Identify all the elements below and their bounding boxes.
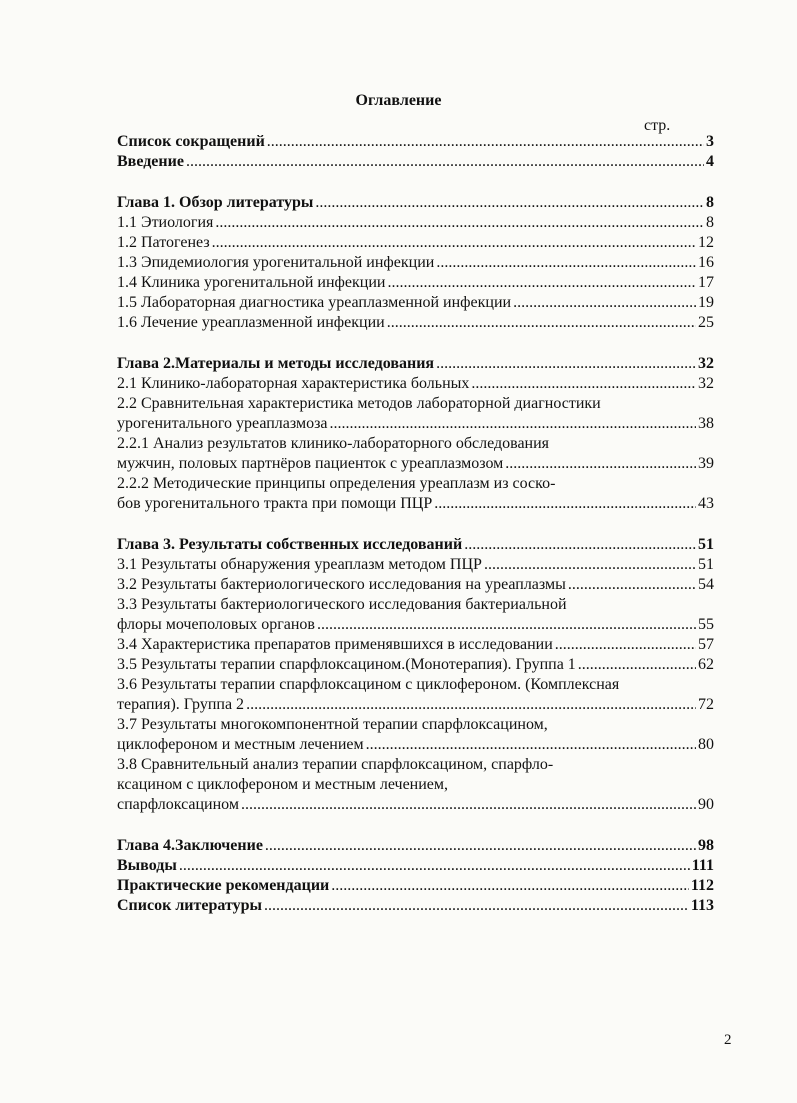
toc-entry-title: 2.2.1 Анализ результатов клинико-лабораторного обследования [117, 435, 550, 452]
toc-entry-title: 3.4 Характеристика препаратов применявшихся в исследовании [117, 636, 553, 653]
toc-entry-row [117, 695, 714, 715]
toc-entry [117, 313, 714, 333]
toc-entry [117, 273, 714, 293]
toc-entry-row [117, 253, 714, 273]
dot-leader [212, 233, 696, 253]
toc-entry [117, 876, 714, 896]
toc-entry-row [117, 896, 714, 916]
toc-entry-title: терапия). Группа 2 [117, 696, 245, 713]
toc-entry-title: 2.2.2 Методические принципы определения уреаплазм из соско- [117, 475, 556, 492]
toc-entry-title: мужчин, половых партнёров пациенток с уреаплазмозом [117, 455, 504, 472]
toc-entry-row [117, 535, 714, 555]
dot-leader [568, 575, 696, 595]
dot-leader [513, 293, 696, 313]
toc-entry-row [117, 635, 714, 655]
toc-entry-page: 113 [690, 897, 714, 914]
toc-entry-title: 3.7 Результаты многокомпонентной терапии спарфлоксацином, [117, 716, 548, 733]
toc-entry-title: ксацином с циклофероном и местным лечением, [117, 776, 449, 793]
toc-entry-title: 2.2 Сравнительная характеристика методов лабораторной диагностики [117, 395, 601, 412]
toc-entry-row [117, 354, 714, 374]
toc-entry-page: 55 [698, 616, 714, 633]
toc-entry-title: циклофероном и местным лечением [117, 736, 364, 753]
toc-entry-page: 32 [698, 355, 714, 372]
toc-entry-row [117, 132, 714, 152]
toc-entry [117, 595, 714, 635]
toc-entry-title: 3.2 Результаты бактериологического исследования на уреаплазмы [117, 576, 566, 593]
toc-entry-page: 62 [698, 656, 714, 673]
toc-entry-page: 43 [698, 495, 714, 512]
dot-leader [186, 152, 704, 172]
toc-entry-page: 8 [706, 194, 714, 211]
toc-entry-row [117, 454, 714, 474]
toc-entry-title: Список литературы [117, 897, 262, 914]
toc-entry-page: 12 [698, 234, 714, 251]
toc-entry-page: 25 [698, 314, 714, 331]
dot-leader [464, 535, 696, 555]
dot-leader [555, 635, 696, 655]
section-gap [117, 172, 714, 193]
toc-entry [117, 655, 714, 675]
toc-entry-page: 98 [698, 837, 714, 854]
toc-entry-title: 3.6 Результаты терапии спарфлоксацином с циклофероном. (Комплексная [117, 676, 620, 693]
toc-entry-row [117, 655, 714, 675]
dot-leader [366, 735, 696, 755]
dot-leader [505, 454, 696, 474]
toc-entry-title: 1.1 Этиология [117, 214, 214, 231]
toc-entry-title: Глава 2.Материалы и методы исследования [117, 355, 435, 372]
dot-leader [387, 273, 696, 293]
dot-leader [484, 555, 696, 575]
toc-entry [117, 354, 714, 374]
dot-leader [436, 354, 696, 374]
toc-entry-title: 1.4 Клиника урогенитальной инфекции [117, 274, 386, 291]
toc-entry [117, 213, 714, 233]
toc-title: Оглавление [355, 92, 442, 109]
toc-entry-title: спарфлоксацином [117, 796, 239, 813]
toc-entry-page: 111 [691, 857, 714, 874]
toc-entry-title: флоры мочеполовых органов [117, 616, 315, 633]
toc-entry-row [117, 193, 714, 213]
dot-leader [434, 494, 696, 514]
toc-entry-page: 51 [698, 536, 714, 553]
toc-entry [117, 233, 714, 253]
toc-entry-row [117, 213, 714, 233]
section-gap [117, 815, 714, 836]
toc-entry [117, 675, 714, 715]
toc-entry-row [117, 313, 714, 333]
dot-leader [330, 414, 697, 434]
toc-entry-page: 19 [698, 294, 714, 311]
toc-entry-title: Выводы [117, 857, 177, 874]
toc-entry-title: 1.5 Лабораторная диагностика уреаплазменной инфекции [117, 294, 512, 311]
toc-entry-title: Глава 4.Заключение [117, 837, 263, 854]
dot-leader [315, 193, 704, 213]
toc-entry-row [117, 273, 714, 293]
toc-entry-row [117, 615, 714, 635]
toc-entry-page: 90 [698, 796, 714, 813]
toc-entry-title: Список сокращений [117, 133, 265, 150]
toc-entry [117, 253, 714, 273]
toc-entry [117, 555, 714, 575]
toc-entry [117, 293, 714, 313]
toc-entry-page: 51 [698, 556, 714, 573]
dot-leader [265, 836, 696, 856]
toc-entry-page: 54 [698, 576, 714, 593]
toc-entry-title: Глава 1. Обзор литературы [117, 194, 314, 211]
toc-entry-title: 3.5 Результаты терапии спарфлоксацином.(Монотерапия). Группа 1 [117, 656, 576, 673]
dot-leader [215, 213, 704, 233]
toc-entry-title: 2.1 Клинико-лабораторная характеристика больных [117, 375, 470, 392]
toc-entry-row [117, 795, 714, 815]
toc-entry [117, 474, 714, 514]
toc-entry [117, 152, 714, 172]
toc-entry [117, 394, 714, 434]
section-gap [117, 333, 714, 354]
toc-entry-title: Глава 3. Результаты собственных исследований [117, 536, 463, 553]
dot-leader [241, 795, 696, 815]
table-of-contents [117, 132, 714, 916]
dot-leader [264, 896, 689, 916]
toc-entry [117, 635, 714, 655]
toc-entry-row [117, 233, 714, 253]
toc-entry-title: 1.3 Эпидемиология урогенитальной инфекции [117, 254, 435, 271]
dot-leader [179, 856, 690, 876]
toc-entry-title: 1.6 Лечение уреаплазменной инфекции [117, 314, 385, 331]
toc-entry-row [117, 836, 714, 856]
dot-leader [267, 132, 704, 152]
toc-entry-page: 16 [698, 254, 714, 271]
toc-entry-title: Введение [117, 153, 184, 170]
toc-entry [117, 374, 714, 394]
toc-entry-title: 1.2 Патогенез [117, 234, 210, 251]
toc-entry-page: 3 [706, 133, 714, 150]
toc-entry-row [117, 293, 714, 313]
page-number: 2 [724, 1032, 732, 1048]
toc-entry [117, 856, 714, 876]
toc-entry-row [117, 876, 714, 896]
toc-entry [117, 755, 714, 815]
toc-entry [117, 575, 714, 595]
toc-entry-title: Практические рекомендации [117, 877, 330, 894]
toc-entry-row [117, 414, 714, 434]
toc-entry-title: бов урогенитального тракта при помощи ПЦР [117, 495, 433, 512]
dot-leader [387, 313, 696, 333]
dot-leader [578, 655, 696, 675]
toc-entry [117, 896, 714, 916]
dot-leader [317, 615, 696, 635]
dot-leader [246, 695, 696, 715]
toc-entry-row [117, 152, 714, 172]
toc-entry [117, 535, 714, 555]
toc-entry-page: 57 [698, 636, 714, 653]
toc-entry-row [117, 555, 714, 575]
dot-leader [436, 253, 696, 273]
section-gap [117, 514, 714, 535]
toc-entry-page: 17 [698, 274, 714, 291]
toc-entry [117, 836, 714, 856]
toc-entry-page: 4 [706, 153, 714, 170]
toc-entry-row [117, 856, 714, 876]
toc-entry [117, 193, 714, 213]
toc-entry-title: 3.3 Результаты бактериологического исследования бактериальной [117, 596, 567, 613]
page-column-label: стр. [644, 117, 671, 134]
toc-entry-page: 112 [690, 877, 714, 894]
toc-entry-row [117, 374, 714, 394]
toc-entry [117, 434, 714, 474]
toc-entry-page: 38 [698, 415, 714, 432]
toc-entry-row [117, 575, 714, 595]
toc-entry-page: 39 [698, 455, 714, 472]
toc-entry-page: 72 [698, 696, 714, 713]
toc-entry-page: 80 [698, 736, 714, 753]
toc-entry-title: 3.8 Сравнительный анализ терапии спарфлоксацином, спарфло- [117, 756, 554, 773]
toc-entry-title: 3.1 Результаты обнаружения уреаплазм методом ПЦР [117, 556, 482, 573]
toc-entry [117, 132, 714, 152]
toc-entry-page: 32 [698, 375, 714, 392]
dot-leader [471, 374, 696, 394]
toc-entry-page: 8 [706, 214, 714, 231]
toc-entry-row [117, 735, 714, 755]
toc-entry [117, 715, 714, 755]
toc-entry-title: урогенитального уреаплазмоза [117, 415, 328, 432]
dot-leader [331, 876, 689, 896]
toc-entry-row [117, 494, 714, 514]
